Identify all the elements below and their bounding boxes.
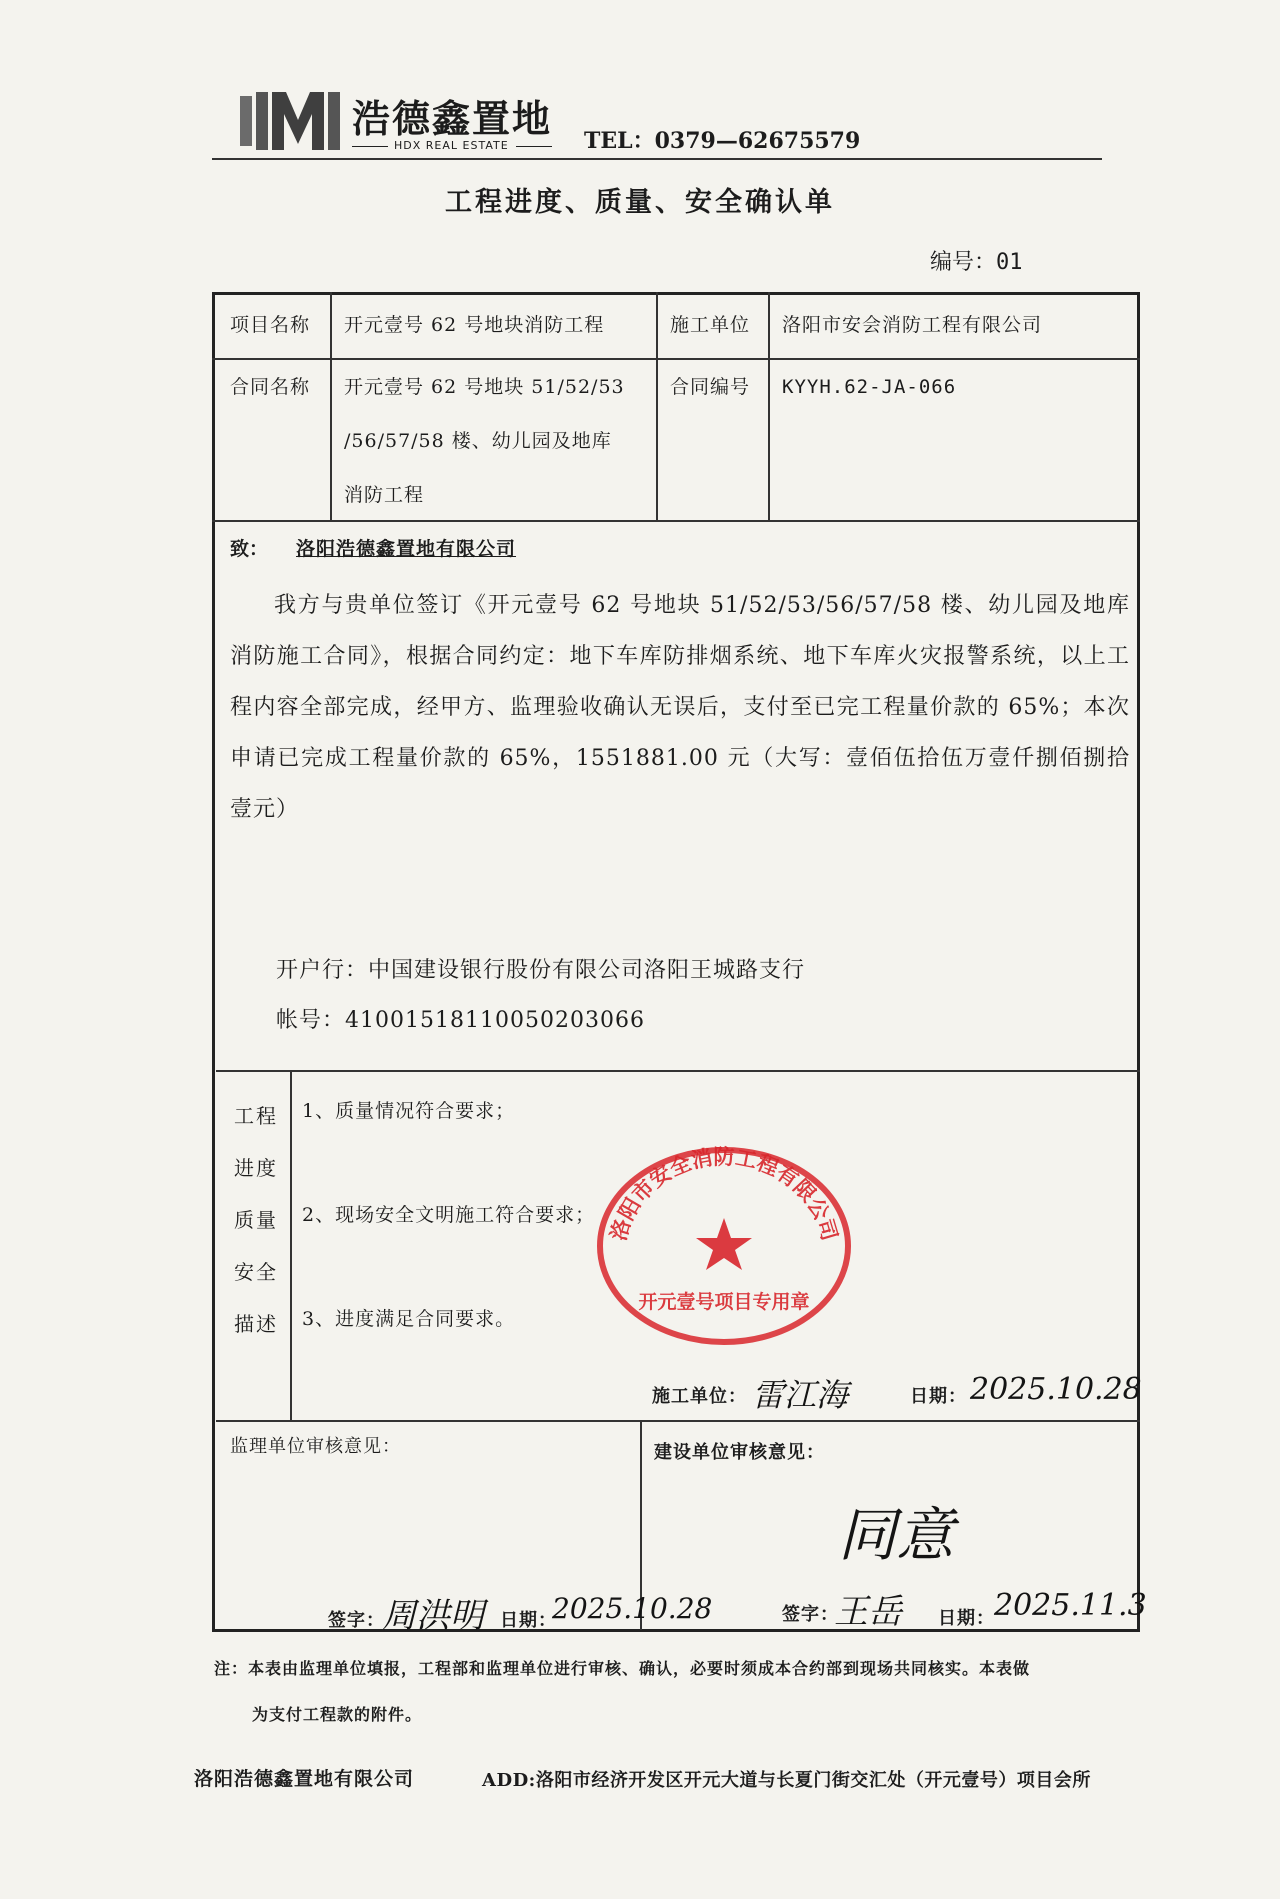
label-char: 进度: [234, 1156, 278, 1180]
addressee-label: 致：: [230, 538, 269, 560]
owner-review-label: 建设单位审核意见：: [654, 1442, 825, 1463]
column-divider: [768, 292, 770, 520]
row-divider: [216, 1420, 1140, 1422]
footer-company: 洛阳浩德鑫置地有限公司: [194, 1768, 415, 1790]
label-char: 工程: [234, 1104, 278, 1128]
contractor-date-label: 日期：: [910, 1386, 967, 1407]
telephone: TEL：0379—62675579: [584, 128, 861, 154]
supervisor-signature: 周洪明: [382, 1596, 484, 1636]
label-char: 描述: [234, 1312, 278, 1336]
project-name: 开元壹号 62 号地块消防工程: [344, 314, 605, 336]
contract-name-line: 消防工程: [344, 484, 425, 506]
contract-name-line: 开元壹号 62 号地块 51/52/53: [344, 376, 625, 398]
contractor-label: 施工单位: [670, 314, 751, 336]
company-seal: [594, 1140, 854, 1346]
owner-approval-handwriting: 同意: [838, 1501, 955, 1569]
hdx-logo-icon: [240, 90, 342, 152]
supervisor-date-label: 日期：: [500, 1610, 557, 1631]
divider: [516, 146, 552, 147]
contract-name-line: /56/57/58 楼、幼儿园及地库: [344, 430, 612, 452]
footer-address: ADD:洛阳市经济开发区开元大道与长夏门街交汇处（开元壹号）项目会所: [482, 1770, 1091, 1791]
owner-sign-label: 签字：: [782, 1604, 839, 1625]
label-char: 质量: [234, 1208, 278, 1232]
contractor-signature: 雷江海: [752, 1376, 849, 1414]
brand-english: HDX REAL ESTATE: [394, 139, 509, 152]
contract-no-label: 合同编号: [670, 376, 751, 398]
divider: [352, 146, 388, 147]
supervisor-date: 2025.10.28: [552, 1592, 713, 1625]
brand-name: 浩德鑫置地: [352, 96, 553, 141]
project-name-label: 项目名称: [230, 314, 311, 336]
column-divider: [656, 292, 658, 520]
owner-date: 2025.11.3: [994, 1588, 1147, 1623]
bank-name: 开户行：中国建设银行股份有限公司洛阳王城路支行: [276, 958, 806, 983]
application-body: 我方与贵单位签订《开元壹号 62 号地块 51/52/53/56/57/58 楼、幼儿园及地库消防施工合同》，根据合同约定：地下车库防排烟系统、地下车库火灾报警系统，以上工程内容全部完成，经甲方、监理验收确认无误后，支付至已完工程量价款的 65%；本次申请已完成工程量价款的 65%，1551881.00 元（大写：壹佰伍拾伍万壹仟捌佰捌拾壹元）: [230, 593, 1130, 822]
contractor-date: 2025.10.28: [970, 1372, 1142, 1407]
contractor-sign-label: 施工单位：: [652, 1386, 747, 1407]
seal-top-text: 洛阳市安全消防工程有限公司: [606, 1145, 842, 1244]
note-line-2: 为支付工程款的附件。: [252, 1705, 423, 1724]
contract-number: KYYH.62-JA-066: [782, 376, 957, 398]
supervisor-review-label: 监理单位审核意见：: [230, 1436, 401, 1457]
supervisor-sign-label: 签字：: [328, 1610, 385, 1631]
progress-requirement: 3、进度满足合同要求。: [302, 1308, 516, 1330]
description-label: [230, 1090, 282, 1350]
quality-requirement: 1、质量情况符合要求；: [302, 1100, 516, 1122]
owner-date-label: 日期：: [938, 1608, 995, 1629]
header-rule: [212, 158, 1102, 160]
bank-account: 帐号：41001518110050203066: [276, 1008, 645, 1033]
document-number: 编号：01: [930, 250, 1023, 275]
note-line-1: 注：本表由监理单位填报，工程部和监理单位进行审核、确认，必要时须成本合约部到现场共同核实。本表做: [214, 1659, 1031, 1678]
addressee-name: 洛阳浩德鑫置地有限公司: [296, 538, 517, 560]
label-char: 安全: [234, 1260, 278, 1284]
contract-name: [344, 360, 649, 522]
document-title: 工程进度、质量、安全确认单: [445, 187, 835, 218]
contractor-name: 洛阳市安会消防工程有限公司: [782, 314, 1043, 336]
column-divider: [330, 292, 332, 520]
safety-requirement: 2、现场安全文明施工符合要求；: [302, 1204, 596, 1226]
seal-bottom-text: 开元壹号项目专用章: [638, 1291, 810, 1313]
contract-name-label: 合同名称: [230, 376, 311, 398]
row-divider: [216, 1070, 1140, 1072]
owner-signature: 王岳: [834, 1592, 902, 1632]
column-divider: [290, 1070, 292, 1420]
